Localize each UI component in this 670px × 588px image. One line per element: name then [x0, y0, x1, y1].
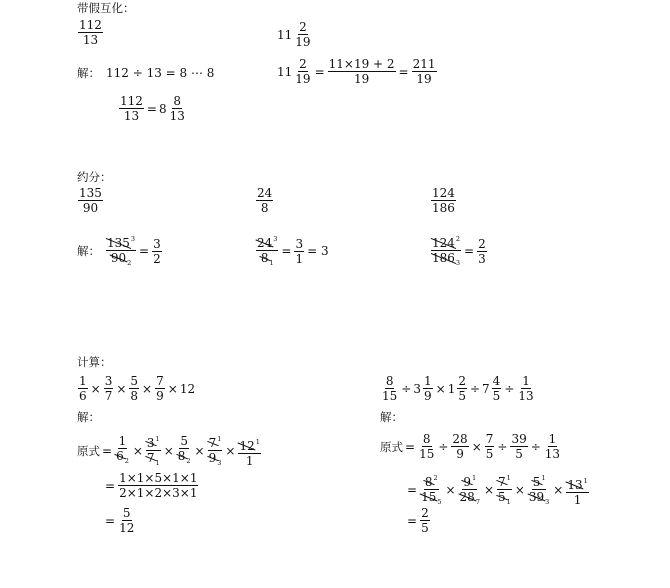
mixed-left-question — [77, 18, 104, 47]
calc-title: 计算： — [77, 355, 112, 369]
calc2-step3: = $\frac{2}{5}$ — [407, 506, 429, 535]
calc2-step1: 原式 = $\frac{8}{15}$ ÷ $\frac{28}{9}$ × $\frac{7}{5}$ ÷ $\frac{39}{5}$ ÷ $\frac{1}{13}$ — [380, 432, 561, 461]
calc1-jie: 解： — [77, 410, 100, 424]
reduce-title: 约分： — [77, 170, 112, 184]
reduce-question-2: 24 8 — [257, 186, 273, 215]
calc2-question: $\frac{8}{15}$ ÷ 3 $\frac{1}{9}$ × 1 $\frac{2}{5}$ ÷ 7 $\frac{4}{5}$ ÷ $\frac{1}{13}$ — [382, 374, 534, 403]
reduce-question-1: 135 90 — [79, 186, 102, 215]
reduce-step-1: 解： $\frac{135^3}{90_2}$ = $\frac{3}{2}$ — [77, 232, 163, 270]
reduce-step-3: $\frac{124^2}{186_3}$ = $\frac{2}{3}$ — [430, 232, 488, 270]
fraction: 112 13 — [79, 18, 102, 47]
calc2-jie: 解： — [380, 410, 403, 424]
calc1-question: $\frac{1}{6}$ × $\frac{3}{7}$ × $\frac{5}{8}$ × $\frac{7}{9}$ × 12 — [79, 374, 196, 403]
calc1-step2: = $\frac{1\times 1\times 5\times 1\times 1}{2\times 1\times 2\times 3\times 1}$ — [105, 471, 198, 500]
calc1-step1: 原式 = $\frac{1}{6_2}$ × $\frac{3^1}{7_1}$ × $\frac{5}{8_2}$ × $\frac{7^1}{9_3}$ × $\frac{12^1}{1}$ — [77, 434, 260, 468]
mixed-left-step1: 解： 112 ÷ 13 = 8 ⋯ 8 — [77, 66, 215, 80]
mixed-right-step: 11 $\frac{2}{19}$ = $\frac{11\times 19 + 2}{19}$ = $\frac{211}{19}$ — [277, 57, 436, 86]
mixed-right-question: 11 2 19 — [277, 20, 311, 49]
mixed-title: 带假互化： — [77, 1, 135, 15]
reduce-question-3: 124 186 — [432, 186, 455, 215]
calc2-step2: = $\frac{8^2}{15_5}$ × $\frac{9^1}{28_7}$ × $\frac{7^1}{5_1}$ × $\frac{5^1}{39_3}$ × $\frac{13^1}{1}$ — [405, 471, 590, 509]
calc1-step3: = $\frac{5}{12}$ — [105, 506, 135, 535]
mixed-left-step2: $\frac{112}{13}$ = 8 8 13 — [120, 94, 185, 123]
reduce-step-2: $\frac{24^3}{8_1}$ = $\frac{3}{1}$ = 3 — [255, 232, 331, 270]
